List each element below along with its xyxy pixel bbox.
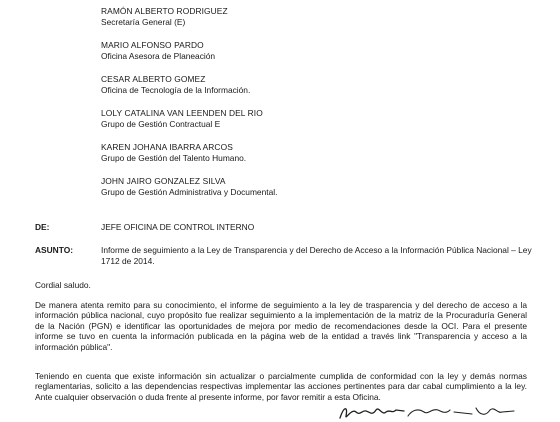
body-paragraph: Teniendo en cuenta que existe información sin actualizar o parcialmente cumplida de conformidad con la ley y demás normas reglamentarias, solicito a las dependencias respectivas implementar las acciones pertinentes para dar cabal cumplimiento a la ley. Ante cualquier observación o duda frente al presente informe, por favor remitir a esta Oficina. [35, 371, 527, 402]
subject-row [35, 245, 535, 267]
recipient-office: Secretaría General (E) [101, 17, 186, 27]
recipient-list [101, 6, 541, 210]
handwritten-signature [300, 402, 540, 422]
from-row [35, 222, 535, 233]
recipient-name: JOHN JAIRO GONZALEZ SILVA [101, 176, 226, 186]
recipient-item [101, 74, 541, 96]
recipient-item [101, 6, 541, 28]
recipient-name: RAMÓN ALBERTO RODRIGUEZ [101, 6, 228, 16]
recipient-office: Grupo de Gestión Administrativa y Documental. [101, 187, 278, 197]
recipient-item [101, 176, 541, 198]
body-paragraph: De manera atenta remito para su conocimiento, el informe de seguimiento a la ley de trasparencia y del derecho de acceso a la información pública nacional, cuyo propósito fue realizar seguimiento a la implementación de la matriz de la Procuraduría General de la Nación (PGN) e identificar las oportunidades de mejora por medio de recomendaciones desde la OCI. Para el presente informe se tuvo en cuenta la información publicada en la página web de la entidad a través link "Transparencia y acceso a la información pública". [35, 300, 527, 352]
recipient-name: MARIO ALFONSO PARDO [101, 40, 204, 50]
recipient-office: Oficina Asesora de Planeación [101, 51, 216, 61]
subject-label: ASUNTO: [35, 245, 73, 255]
from-label: DE: [35, 222, 50, 232]
recipient-office: Grupo de Gestión del Talento Humano. [101, 153, 247, 163]
salutation: Cordial saludo. [35, 280, 91, 290]
recipient-name: CESAR ALBERTO GOMEZ [101, 74, 206, 84]
recipient-item [101, 108, 541, 130]
recipient-name: KAREN JOHANA IBARRA ARCOS [101, 142, 233, 152]
subject-value: Informe de seguimiento a la Ley de Transparencia y del Derecho de Acceso a la Información Pública Nacional – Ley 1712 de 2014. [101, 245, 532, 266]
recipient-name: LOLY CATALINA VAN LEENDEN DEL RIO [101, 108, 263, 118]
recipient-office: Oficina de Tecnología de la Información. [101, 85, 251, 95]
recipient-office: Grupo de Gestión Contractual E [101, 119, 221, 129]
recipient-item [101, 142, 541, 164]
recipient-item [101, 40, 541, 62]
from-value: JEFE OFICINA DE CONTROL INTERNO [101, 222, 255, 232]
